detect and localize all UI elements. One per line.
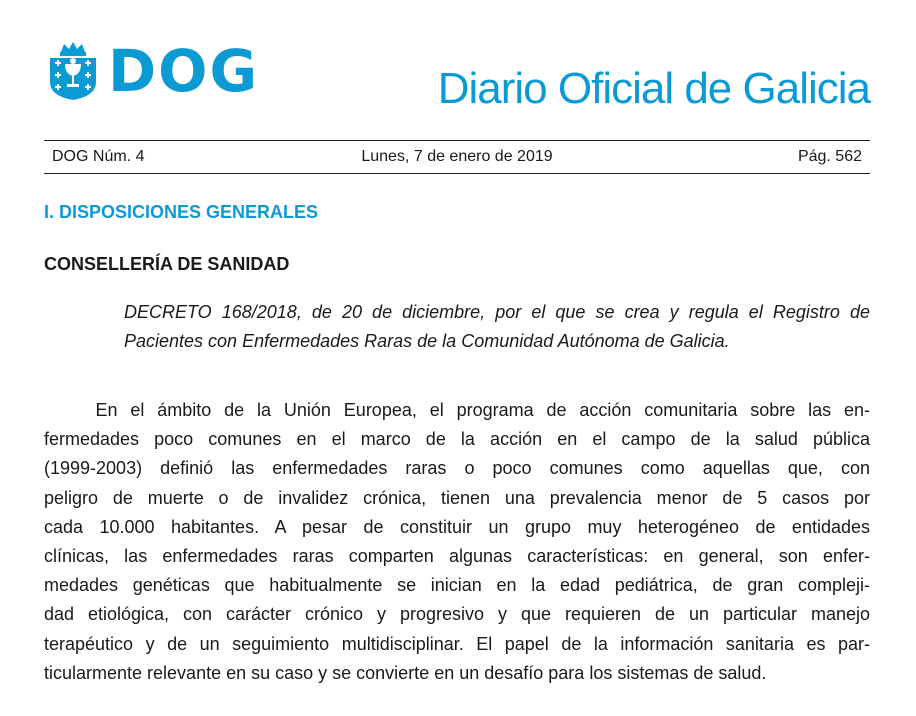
body-line: (1999-2003) definió las enfermedades raras o poco comunes como aquellas que, con (44, 458, 870, 479)
body-line: clínicas, las enfermedades raras comparten algunas características: en general, son enfer- (44, 546, 870, 567)
body-paragraph (44, 396, 870, 688)
department-title: CONSELLERÍA DE SANIDAD (44, 254, 290, 274)
galicia-coat-of-arms-icon (44, 40, 102, 102)
body-line: ticularmente relevante en su caso y se convierte en un desafío para los sistemas de salud. (44, 662, 767, 683)
body-line: En el ámbito de la Unión Europea, el programa de acción comunitaria sobre las en- (44, 400, 870, 420)
issue-date: Lunes, 7 de enero de 2019 (361, 148, 553, 165)
issue-meta-bar (44, 140, 870, 174)
dog-logo (44, 37, 260, 105)
body-line: peligro de muerte o de invalidez crónica, tienen una prevalencia menor de 5 casos por (44, 487, 870, 508)
issue-number: DOG Núm. 4 (52, 148, 145, 165)
decree-title: DECRETO 168/2018, de 20 de diciembre, por el que se crea y regula el Registro de Pacientes con Enfermedades Raras de la Comunidad Autónoma de Galicia. (124, 302, 870, 351)
body-line: cada 10.000 habitantes. A pesar de constituir un grupo muy heterogéneo de entidades (44, 516, 870, 537)
body-line: medades genéticas que habitualmente se inician en la edad pediátrica, de gran compleji- (44, 575, 870, 596)
body-line: dad etiológica, con carácter crónico y progresivo y que requieren de un particular manejo (44, 604, 870, 625)
body-line: terapéutico y de un seguimiento multidisciplinar. El papel de la información sanitaria es par- (44, 633, 870, 654)
body-line: fermedades poco comunes en el marco de la acción en el campo de la salud pública (44, 429, 870, 450)
logo-text: DOG (108, 37, 260, 105)
journal-title: Diario Oficial de Galicia (437, 64, 870, 113)
page-number: Pág. 562 (797, 148, 862, 165)
page-header (44, 36, 870, 116)
section-title: I. DISPOSICIONES GENERALES (44, 202, 319, 222)
